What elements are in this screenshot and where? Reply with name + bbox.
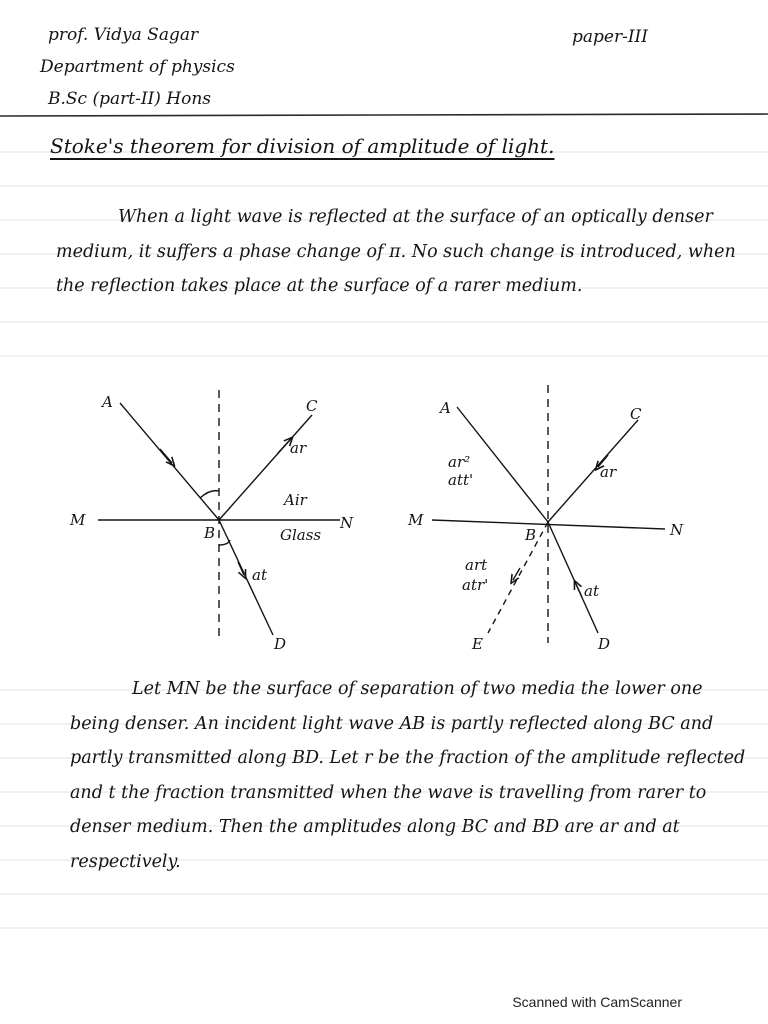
left-incident-arrow [160, 449, 172, 463]
right-transmitted-ray [548, 522, 598, 633]
left-label-c: C [306, 397, 318, 415]
intro-paragraph [56, 200, 746, 304]
left-angle-arc [200, 491, 219, 498]
paper-number: paper-III [572, 27, 648, 47]
left-diagram [98, 390, 340, 640]
left-label-glass: Glass [280, 526, 322, 544]
left-label-n: N [340, 514, 354, 532]
left-incident-ray [120, 403, 219, 520]
intro-text: When a light wave is reflected at the surface of an optically denser medium, it suffers a phase change of π. No such change is introduced, when the reflection takes place at the surface of a rarer medium. [56, 207, 736, 296]
right-label-att1: att' [448, 471, 474, 489]
right-emergent-ray [488, 522, 548, 633]
author-name: prof. Vidya Sagar [48, 25, 199, 45]
scanner-watermark: Scanned with CamScanner [512, 994, 682, 1010]
right-label-b: B [525, 526, 537, 544]
right-label-m: M [408, 511, 424, 529]
page-title [50, 130, 720, 162]
explanation-paragraph [70, 672, 750, 879]
left-label-d: D [274, 635, 287, 653]
left-label-m: M [70, 511, 86, 529]
right-label-art: art [465, 556, 488, 574]
right-label-e: E [472, 635, 483, 653]
left-label-b: B [204, 524, 216, 542]
left-labels [69, 393, 354, 653]
title-text: Stoke's theorem for division of amplitude of light. [50, 134, 555, 158]
right-diagram [432, 385, 665, 643]
left-label-a: A [102, 393, 113, 411]
ray-diagrams [0, 385, 768, 660]
left-label-at: at [252, 566, 267, 584]
left-label-ar: ar [290, 439, 307, 457]
right-label-d: D [598, 635, 611, 653]
course-name: B.Sc (part-II) Hons [48, 89, 212, 109]
department-name: Department of physics [40, 57, 235, 77]
right-label-atr1: atr' [462, 576, 489, 594]
right-label-ar: ar [600, 463, 617, 481]
right-reflected-ray [548, 420, 638, 522]
right-label-a: A [440, 399, 451, 417]
header-rule [0, 114, 768, 116]
right-transmitted-arrow [576, 584, 582, 597]
right-label-n: N [670, 521, 684, 539]
left-transmitted-arrow [238, 562, 244, 575]
left-reflected-arrow [278, 440, 290, 453]
right-label-at: at [584, 582, 599, 600]
right-label-ar2: ar² [448, 453, 471, 471]
left-label-air: Air [284, 491, 307, 509]
right-emergent-arrow [513, 568, 520, 580]
right-incident-ray [457, 407, 548, 522]
explanation-text: Let MN be the surface of separation of two media the lower one being denser. An incident light wave AB is partly reflected along BC and partly transmitted along BD. Let r be the fraction of the amplitude reflected and t the fraction transmitted when the wave is travelling from rarer to denser medium. Then the amplitudes along BC and BD are ar and at respectively. [70, 679, 746, 872]
right-label-c: C [630, 405, 642, 423]
